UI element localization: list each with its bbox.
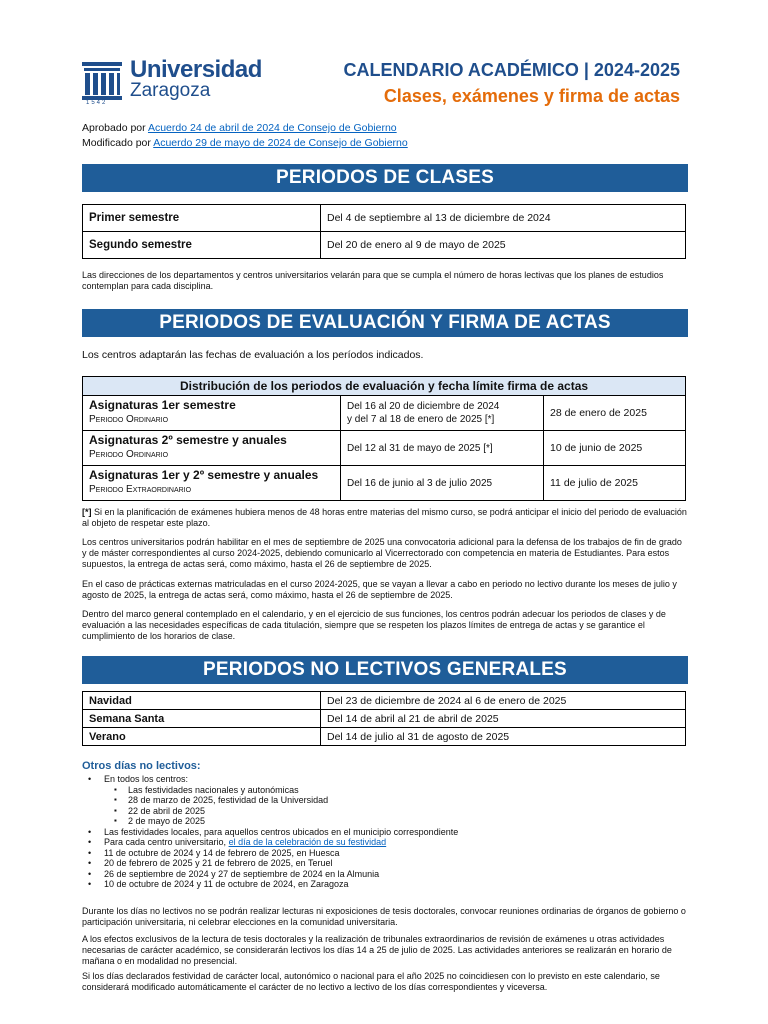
approved-prefix: Aprobado por xyxy=(82,122,148,134)
row-label: Navidad xyxy=(83,692,321,710)
modified-link[interactable]: Acuerdo 29 de mayo de 2024 de Consejo de Gobierno xyxy=(153,137,408,149)
row-value: Del 23 de diciembre de 2024 al 6 de enero de 2025 xyxy=(321,692,686,710)
period: Periodo Ordinario xyxy=(89,414,169,425)
evaluation-paragraph: En el caso de prácticas externas matriculadas en el curso 2024-2025, que se vayan a llevar a cabo en periodo no lectivo durante los meses de julio y agosto de 2025, la entrega de actas será, como máximo, hasta el 26 de septiembre de 2025. xyxy=(82,579,677,600)
list-item: ▪ 28 de marzo de 2025, festividad de la Universidad xyxy=(104,795,688,806)
row-value: Del 14 de abril al 21 de abril de 2025 xyxy=(321,710,686,728)
modified-line xyxy=(82,137,408,149)
nonteaching-paragraph: Durante los días no lectivos no se podrán realizar lecturas ni exposiciones de tesis doctorales, convocar reuniones ordinarias de órganos de gobierno o participación universitaria, ni celebrar elecciones en la comunidad universitaria. xyxy=(82,906,686,927)
dates: Del 16 al 20 de diciembre de 2024 xyxy=(347,401,500,412)
dates: y del 7 al 18 de enero de 2025 [*] xyxy=(347,414,495,425)
each-center-prefix: Para cada centro universitario, xyxy=(104,837,229,847)
list-item: ▪ 2 de mayo de 2025 xyxy=(104,816,688,827)
list-item: • 10 de octubre de 2024 y 11 de octubre de 2024, en Zaragoza xyxy=(82,879,688,890)
dates: Del 12 al 31 de mayo de 2025 [*] xyxy=(341,431,544,466)
footnote-text: Si en la planificación de exámenes hubiera menos de 48 horas entre materias del mismo curso, se podrá anticipar el inicio del periodo de evaluación al objeto de respetar este plazo. xyxy=(82,507,687,528)
subject: Asignaturas 1er y 2º semestre y anuales xyxy=(89,468,319,482)
row-value: Del 14 de julio al 31 de agosto de 2025 xyxy=(321,728,686,746)
other-days-list xyxy=(82,774,688,890)
table-row xyxy=(83,466,686,501)
university-logo-icon xyxy=(80,58,124,102)
all-centers-sublist xyxy=(104,785,688,827)
list-item xyxy=(82,774,688,827)
deadline: 10 de junio de 2025 xyxy=(544,431,686,466)
footnote-mark: [*] xyxy=(82,507,92,517)
list-item: • 11 de octubre de 2024 y 14 de febrero de 2025, en Huesca xyxy=(82,848,688,859)
table-row xyxy=(83,692,686,710)
logo-year: 1542 xyxy=(86,100,108,106)
evaluation-paragraph: Los centros universitarios podrán habilitar en el mes de septiembre de 2025 una convocatoria adicional para la defensa de los trabajos de fin de grado y de máster correspondientes al curso 2024-2025, debiendo comunicarlo al Vicerrectorado con competencia en materia de Estudiantes. Para estos supuestos, la entrega de actas será, como máximo, hasta el 26 de septiembre de 2025. xyxy=(82,537,682,569)
all-centers-label: En todos los centros: xyxy=(104,774,189,784)
row-value: Del 4 de septiembre al 13 de diciembre de 2024 xyxy=(321,205,686,232)
evaluation-paragraph: Dentro del marco general contemplado en el calendario, y en el ejercicio de sus funciones, los centros podrán adecuar los periodos de clases y de evaluación a las necesidades específicas de cada titulación, siempre que se respeten los plazos límites de entrega de actas y se garantice el cumplimiento de los horarios de clase. xyxy=(82,609,666,641)
classes-note: Las direcciones de los departamentos y centros universitarios velarán para que se cumpla el número de horas lectivas que los planes de estudios contemplan para cada disciplina. xyxy=(82,270,664,291)
subject: Asignaturas 2º semestre y anuales xyxy=(89,433,287,447)
list-item: • Las festividades locales, para aquellos centros ubicados en el municipio correspondiente xyxy=(82,827,688,838)
table-row xyxy=(83,431,686,466)
dates: Del 16 de junio al 3 de julio 2025 xyxy=(341,466,544,501)
evaluation-intro: Los centros adaptarán las fechas de evaluación a los períodos indicados. xyxy=(82,349,424,361)
row-label: Semana Santa xyxy=(83,710,321,728)
period: Periodo Extraordinario xyxy=(89,484,192,495)
table-row xyxy=(83,710,686,728)
deadline: 28 de enero de 2025 xyxy=(544,396,686,431)
modified-prefix: Modificado por xyxy=(82,137,154,149)
row-value: Del 20 de enero al 9 de mayo de 2025 xyxy=(321,232,686,259)
row-label: Segundo semestre xyxy=(83,232,321,259)
evaluation-banner: PERIODOS DE EVALUACIÓN Y FIRMA DE ACTAS xyxy=(82,309,688,337)
nonteaching-paragraph: A los efectos exclusivos de la lectura de tesis doctorales y la realización de tribunales extraordinarios de revisión de exámenes u otras actividades necesarias de carácter académico, se considerarán lectivos los días 14 a 25 de julio de 2025. Las actividades anteriores se realizarán en horario de mañana o en modalidad no presencial. xyxy=(82,934,672,966)
deadline: 11 de julio de 2025 xyxy=(544,466,686,501)
table-row xyxy=(83,232,686,259)
page-subtitle: Clases, exámenes y firma de actas xyxy=(383,86,680,106)
approved-link[interactable]: Acuerdo 24 de abril de 2024 de Consejo de Gobierno xyxy=(147,122,397,134)
approval-line xyxy=(82,122,397,134)
subject: Asignaturas 1er semestre xyxy=(89,398,236,412)
table-row xyxy=(83,728,686,746)
festivity-link[interactable]: el día de la celebración de su festividad xyxy=(228,837,387,847)
page-header xyxy=(80,56,690,116)
classes-banner: PERIODOS DE CLASES xyxy=(82,164,688,192)
table-row xyxy=(83,396,686,431)
nonteaching-banner: PERIODOS NO LECTIVOS GENERALES xyxy=(82,656,688,684)
evaluation-table-title: Distribución de los periodos de evaluación y fecha límite firma de actas xyxy=(83,377,686,396)
nonteaching-table xyxy=(82,691,686,746)
list-item: • 20 de febrero de 2025 y 21 de febrero de 2025, en Teruel xyxy=(82,858,688,869)
page-title: CALENDARIO ACADÉMICO | 2024-2025 xyxy=(343,60,680,80)
list-item: ▪ 22 de abril de 2025 xyxy=(104,806,688,817)
list-item xyxy=(82,837,688,848)
table-row xyxy=(83,205,686,232)
list-item: • 26 de septiembre de 2024 y 27 de septiembre de 2024 en la Almunia xyxy=(82,869,688,880)
period: Periodo Ordinario xyxy=(89,449,169,460)
row-label: Primer semestre xyxy=(83,205,321,232)
list-item: ▪ Las festividades nacionales y autonómicas xyxy=(104,785,688,796)
logo-text-universidad: Universidad xyxy=(130,56,262,83)
table-header-row xyxy=(83,377,686,396)
logo-text-zaragoza: Zaragoza xyxy=(130,80,211,101)
evaluation-footnote xyxy=(82,507,688,529)
row-label: Verano xyxy=(83,728,321,746)
nonteaching-paragraph: Si los días declarados festividad de carácter local, autonómico o nacional para el año 2025 no coincidiesen con lo previsto en este calendario, se considerará modificado automáticamente el carácter de no lectivo a lectivo de los días correspondientes y viceversa. xyxy=(82,971,660,992)
evaluation-table xyxy=(82,376,686,501)
other-days-title: Otros días no lectivos: xyxy=(82,760,201,772)
classes-table xyxy=(82,204,686,259)
